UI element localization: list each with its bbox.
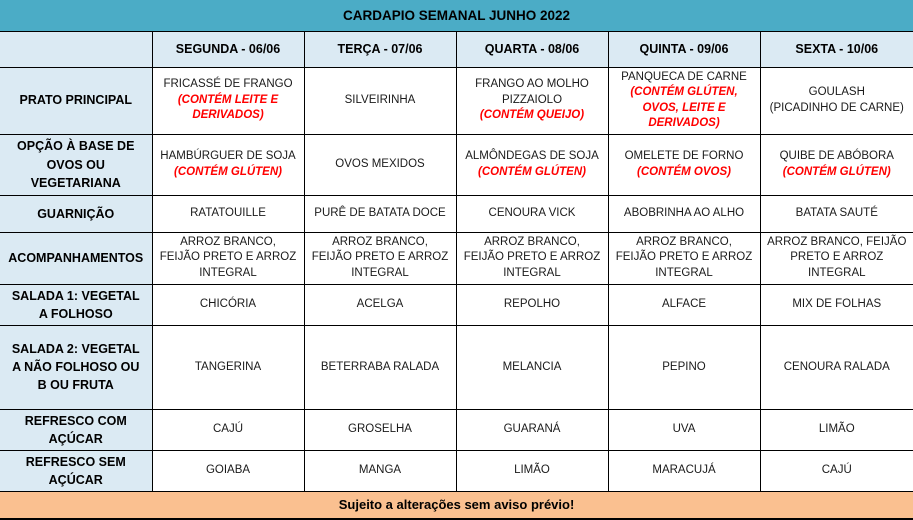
menu-cell [152, 67, 304, 134]
day-header-segunda: SEGUNDA - 06/06 [152, 31, 304, 67]
dish-name: ARROZ BRANCO, FEIJÃO PRETO E ARROZ INTEGRAL [615, 235, 753, 279]
menu-cell [152, 284, 304, 325]
dish-name: GUARANÁ [503, 423, 561, 436]
dish-name: GROSELHA [348, 423, 412, 436]
menu-cell [304, 134, 456, 195]
table-row-opcao-vegetariana [0, 134, 913, 195]
dish-name: CHICÓRIA [199, 297, 257, 310]
allergen-note: (CONTÉM GLÚTEN) [174, 165, 282, 178]
footer-row [0, 492, 913, 519]
menu-cell [760, 232, 913, 284]
menu-cell [304, 451, 456, 492]
allergen-note: (CONTÉM OVOS) [637, 165, 731, 178]
menu-cell [304, 232, 456, 284]
dish-name: FRANGO AO MOLHO PIZZAIOLO [475, 78, 589, 106]
menu-cell [456, 325, 608, 409]
menu-cell [608, 67, 760, 134]
menu-cell [608, 451, 760, 492]
row-label-salada-2: SALADA 2: VEGETAL A NÃO FOLHOSO OU B OU FRUTA [0, 325, 152, 409]
dish-name: HAMBÚRGUER DE SOJA [160, 150, 296, 163]
day-header-quarta: QUARTA - 08/06 [456, 31, 608, 67]
dish-name: BETERRABA RALADA [320, 360, 440, 373]
menu-cell [304, 325, 456, 409]
row-label-refresco-sem-acucar: REFRESCO SEM AÇÚCAR [0, 451, 152, 492]
menu-cell [152, 232, 304, 284]
menu-cell [304, 284, 456, 325]
menu-cell [608, 195, 760, 232]
menu-cell [456, 284, 608, 325]
allergen-note: (CONTÉM GLÚTEN, OVOS, LEITE E DERIVADOS) [630, 86, 738, 130]
menu-cell [760, 195, 913, 232]
dish-name: BATATA SAUTÉ [795, 206, 878, 219]
dish-name: OVOS MEXIDOS [335, 157, 425, 170]
day-header-terca: TERÇA - 07/06 [304, 31, 456, 67]
allergen-note: (CONTÉM LEITE E DERIVADOS) [177, 93, 279, 122]
table-row-salada-1 [0, 284, 913, 325]
dish-name: CAJÚ [212, 423, 244, 436]
dish-name: GOULASH [808, 86, 865, 99]
dish-subtitle: (PICADINHO DE CARNE) [769, 101, 904, 114]
menu-cell [152, 451, 304, 492]
dish-name: ARROZ BRANCO, FEIJÃO PRETO E ARROZ INTEGRAL [767, 235, 907, 279]
menu-cell [608, 325, 760, 409]
menu-cell [760, 325, 913, 409]
dish-name: PEPINO [662, 360, 706, 373]
menu-cell [760, 409, 913, 450]
dish-name: SILVEIRINHA [344, 93, 416, 106]
dish-name: UVA [672, 423, 696, 436]
menu-cell [152, 134, 304, 195]
table-row-prato-principal [0, 67, 913, 134]
dish-name: FRICASSÉ DE FRANGO [163, 78, 293, 91]
menu-cell [304, 409, 456, 450]
menu-cell [760, 284, 913, 325]
dish-name: GOIABA [205, 464, 251, 477]
dish-name: REPOLHO [503, 297, 561, 310]
allergen-note: (CONTÉM QUEIJO) [479, 109, 585, 122]
dish-name: CENOURA RALADA [783, 360, 890, 373]
dish-name: PURÊ DE BATATA DOCE [314, 206, 446, 219]
allergen-note: (CONTÉM GLÚTEN) [782, 165, 891, 178]
menu-cell [456, 409, 608, 450]
day-header-quinta: QUINTA - 09/06 [608, 31, 760, 67]
menu-cell [608, 409, 760, 450]
row-label-opcao-vegetariana: OPÇÃO À BASE DE OVOS OU VEGETARIANA [0, 134, 152, 195]
menu-cell [760, 134, 913, 195]
dish-name: RATATOUILLE [190, 206, 266, 219]
row-label-refresco-com-acucar: REFRESCO COM AÇÚCAR [0, 409, 152, 450]
title-banner-row [0, 0, 913, 31]
menu-cell [760, 67, 913, 134]
menu-cell [760, 451, 913, 492]
dish-name: MELANCIA [502, 360, 562, 373]
row-label-acompanhamentos: ACOMPANHAMENTOS [0, 232, 152, 284]
dish-name: ABOBRINHA AO ALHO [623, 206, 745, 219]
dish-name: LIMÃO [514, 464, 550, 477]
dish-name: PANQUECA DE CARNE [621, 70, 747, 83]
footer-notice: Sujeito a alterações sem aviso prévio! [0, 492, 913, 519]
menu-cell [608, 232, 760, 284]
page-title: CARDAPIO SEMANAL JUNHO 2022 [0, 0, 913, 31]
table-row-acompanhamentos [0, 232, 913, 284]
dish-name: QUIBE DE ABÓBORA [779, 150, 894, 163]
menu-cell [456, 232, 608, 284]
row-label-prato-principal: PRATO PRINCIPAL [0, 67, 152, 134]
menu-cell [304, 67, 456, 134]
dish-name: TANGERINA [194, 360, 262, 373]
dish-name: ACELGA [356, 297, 404, 310]
menu-cell [608, 134, 760, 195]
allergen-note: (CONTÉM GLÚTEN) [478, 165, 586, 178]
corner-cell [0, 31, 152, 67]
menu-cell [456, 134, 608, 195]
day-header-sexta: SEXTA - 10/06 [760, 31, 913, 67]
menu-cell [608, 284, 760, 325]
dish-name: LIMÃO [818, 423, 855, 436]
menu-cell [152, 195, 304, 232]
dish-name: MARACUJÁ [652, 464, 716, 477]
dish-name: ARROZ BRANCO, FEIJÃO PRETO E ARROZ INTEGRAL [311, 235, 449, 279]
dish-name: CAJÚ [821, 464, 852, 477]
dish-name: ARROZ BRANCO, FEIJÃO PRETO E ARROZ INTEGRAL [463, 235, 601, 279]
menu-cell [152, 325, 304, 409]
dish-name: MANGA [358, 464, 402, 477]
menu-cell [456, 195, 608, 232]
row-label-guarnicao: GUARNIÇÃO [0, 195, 152, 232]
dish-name: ALMÔNDEGAS DE SOJA [465, 150, 599, 163]
table-row-refresco-com-acucar [0, 409, 913, 450]
table-row-refresco-sem-acucar [0, 451, 913, 492]
dish-name: ARROZ BRANCO, FEIJÃO PRETO E ARROZ INTEGRAL [159, 235, 297, 279]
menu-cell [456, 451, 608, 492]
dish-name: MIX DE FOLHAS [792, 297, 882, 310]
table-row-guarnicao [0, 195, 913, 232]
dish-name: ALFACE [661, 297, 707, 310]
dish-name: CENOURA VICK [488, 206, 576, 219]
menu-cell [152, 409, 304, 450]
menu-cell [456, 67, 608, 134]
table-row-salada-2 [0, 325, 913, 409]
day-header-row [0, 31, 913, 67]
row-label-salada-1: SALADA 1: VEGETAL A FOLHOSO [0, 284, 152, 325]
menu-cell [304, 195, 456, 232]
dish-name: OMELETE DE FORNO [624, 150, 744, 163]
